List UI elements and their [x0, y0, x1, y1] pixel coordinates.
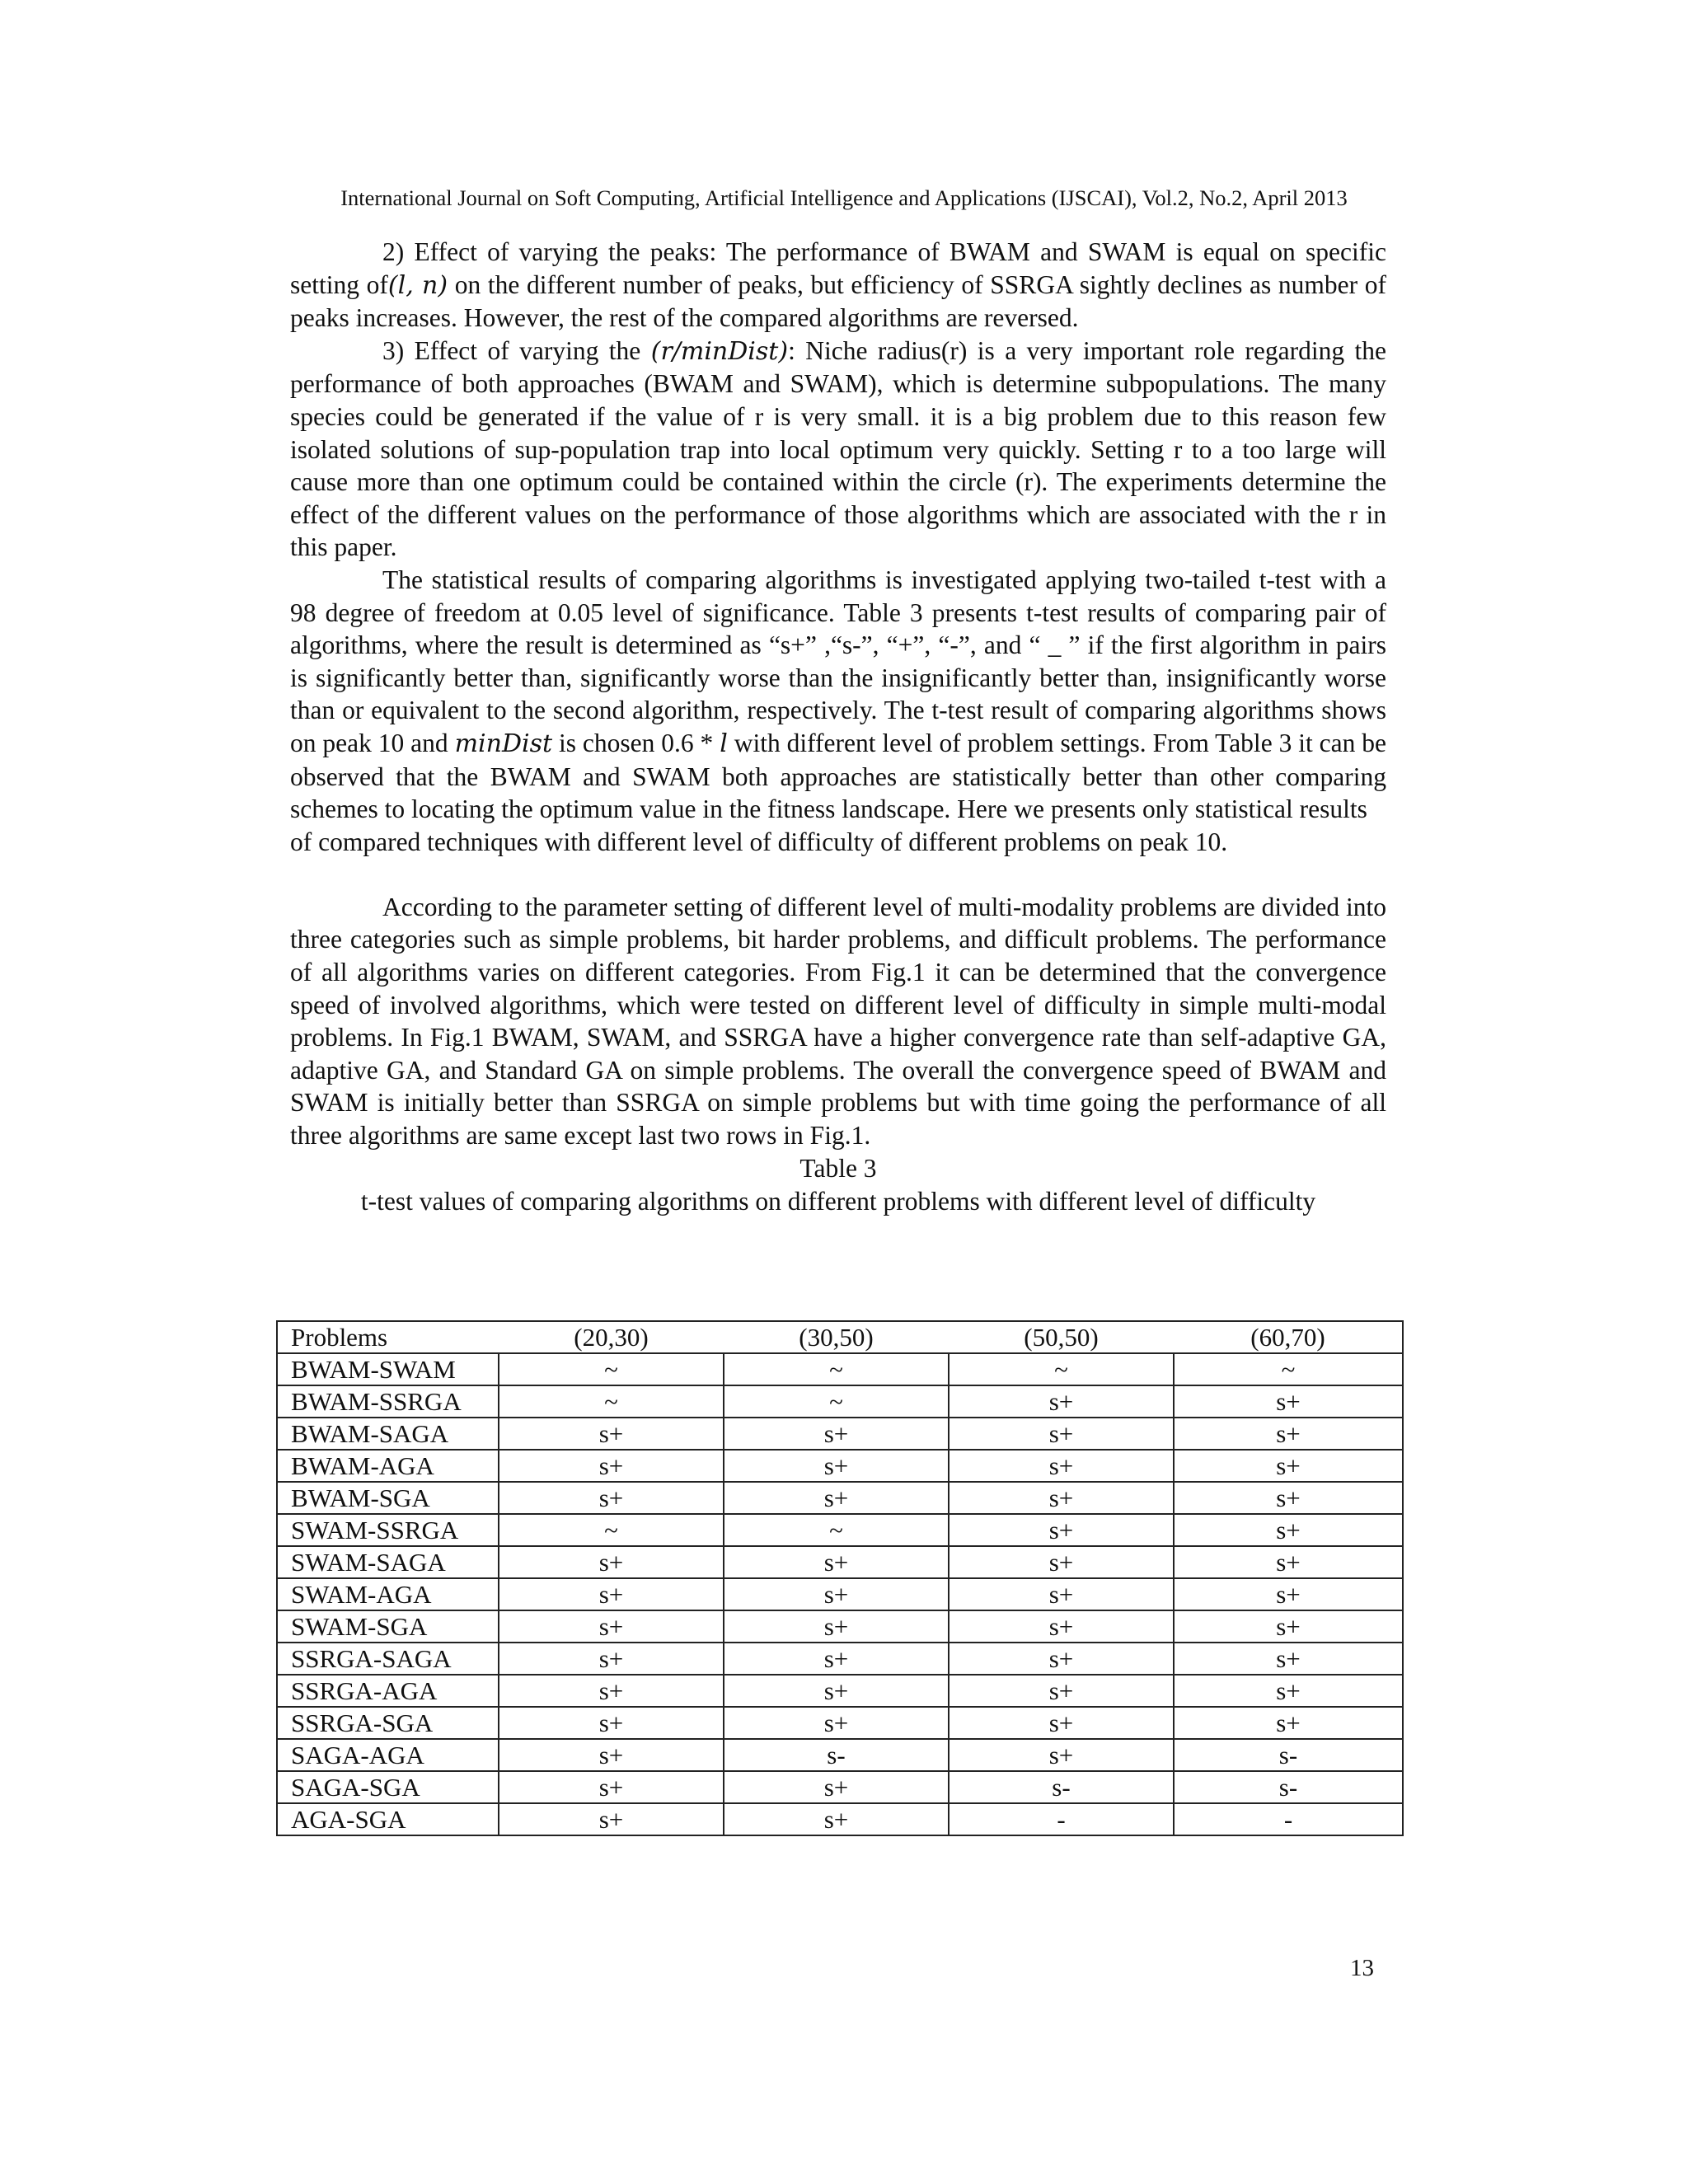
row-label: SSRGA-SGA: [277, 1707, 499, 1739]
table-cell: s+: [724, 1707, 949, 1739]
table-cell: s+: [949, 1675, 1174, 1707]
table-cell: s+: [724, 1578, 949, 1610]
row-label: BWAM-SGA: [277, 1482, 499, 1514]
table-cell: s+: [1174, 1418, 1403, 1450]
table-cell: s+: [949, 1482, 1174, 1514]
page-number: 13: [1350, 1955, 1374, 1981]
table-cell: s+: [724, 1771, 949, 1803]
table-cell: ~: [499, 1353, 724, 1385]
table-cell: ~: [724, 1514, 949, 1546]
row-label: SWAM-SGA: [277, 1610, 499, 1643]
text-run: with different level of problem settings. From Table 3 it can be observed that the BWAM and SWAM both approaches are statistically better than other comparing schemes to locating the optimum value in the fitness landscape. Here we presents only statistical results: [290, 728, 1386, 824]
table-cell: s+: [724, 1482, 949, 1514]
table-cell: s+: [499, 1546, 724, 1578]
text-run: on the different number of peaks, but efficiency of SSRGA sightly declines as number of peaks increases. However, the rest of the compared algorithms are reversed.: [290, 269, 1386, 333]
table-row: [277, 1418, 1403, 1450]
column-header: (20,30): [499, 1321, 724, 1353]
table-cell: ~: [949, 1353, 1174, 1385]
table-cell: -: [1174, 1803, 1403, 1835]
article-body: [290, 236, 1386, 1218]
ttest-table: [276, 1320, 1404, 1836]
table-cell: s+: [724, 1610, 949, 1643]
row-label: SWAM-SSRGA: [277, 1514, 499, 1546]
math-r-mindist: (r/minDist): [650, 336, 789, 366]
table-cell: s-: [949, 1771, 1174, 1803]
text-run: is chosen 0.6 *: [552, 728, 720, 757]
table-row: [277, 1707, 1403, 1739]
table-cell: s+: [949, 1546, 1174, 1578]
table-cell: s+: [949, 1418, 1174, 1450]
table-cell: s+: [1174, 1546, 1403, 1578]
table-cell: s+: [499, 1643, 724, 1675]
table-cell: s+: [949, 1450, 1174, 1482]
table-cell: ~: [499, 1514, 724, 1546]
table-row: [277, 1514, 1403, 1546]
table-cell: s+: [1174, 1643, 1403, 1675]
table-row: [277, 1482, 1403, 1514]
paragraph-statistical-results: [290, 564, 1386, 826]
table-cell: s+: [499, 1450, 724, 1482]
table-cell: s+: [949, 1610, 1174, 1643]
paragraph-categories: According to the parameter setting of different level of multi-modality problems are divided into three categories such as simple problems, bit harder problems, and difficult problems. The performance of all algorithms varies on different categories. From Fig.1 it can be determined that the convergence speed of involved algorithms, which were tested on different level of difficulty in simple multi-modal problems. In Fig.1 BWAM, SWAM, and SSRGA have a higher convergence rate than self-adaptive GA, adaptive GA, and Standard GA on simple problems. The overall the convergence speed of BWAM and SWAM is initially better than SSRGA on simple problems but with time going the performance of all three algorithms are same except last two rows in Fig.1.: [290, 892, 1386, 1151]
row-label: SWAM-AGA: [277, 1578, 499, 1610]
table-cell: ~: [724, 1385, 949, 1418]
row-label: SSRGA-AGA: [277, 1675, 499, 1707]
table-cell: s+: [949, 1578, 1174, 1610]
table-cell: ~: [499, 1385, 724, 1418]
table-row: [277, 1675, 1403, 1707]
table-cell: s+: [499, 1578, 724, 1610]
table-cell: s+: [499, 1771, 724, 1803]
table-cell: s+: [499, 1610, 724, 1643]
table-cell: s+: [1174, 1578, 1403, 1610]
table-cell: s+: [724, 1546, 949, 1578]
table-cell: s+: [499, 1707, 724, 1739]
table-cell: ~: [1174, 1353, 1403, 1385]
row-label: BWAM-SWAM: [277, 1353, 499, 1385]
table-cell: s+: [1174, 1450, 1403, 1482]
table-cell: s+: [499, 1482, 724, 1514]
table-label: Table 3: [799, 1153, 877, 1183]
table-cell: s+: [724, 1803, 949, 1835]
table-cell: s+: [1174, 1675, 1403, 1707]
column-header: (60,70): [1174, 1321, 1403, 1353]
table-cell: s+: [724, 1643, 949, 1675]
table-cell: s+: [949, 1707, 1174, 1739]
table-cell: s+: [949, 1739, 1174, 1771]
table-cell: s+: [499, 1803, 724, 1835]
table-row: [277, 1578, 1403, 1610]
paragraph-effect-radius: [290, 335, 1386, 564]
table-cell: s-: [1174, 1739, 1403, 1771]
table-cell: s+: [1174, 1610, 1403, 1643]
table-cell: s+: [949, 1514, 1174, 1546]
table-cell: s+: [1174, 1385, 1403, 1418]
column-header-problems: Problems: [277, 1321, 499, 1353]
table-cell: -: [949, 1803, 1174, 1835]
table-row: [277, 1803, 1403, 1835]
text-run: : Niche radius(r) is a very important role regarding the performance of both approaches (BWAM and SWAM), which is determine subpopulations. The many species could be generated if the value of r is very small. it is a big problem due to this reason few isolated solutions of sup-population trap into local optimum very quickly. Setting r to a too large will cause more than one optimum could be contained within the circle (r). The experiments determine the effect of the different values on the performance of those algorithms which are associated with the r in this paper.: [290, 335, 1386, 562]
column-header: (50,50): [949, 1321, 1174, 1353]
math-mindist: minDist: [454, 729, 553, 758]
table-row: [277, 1643, 1403, 1675]
text-run: The statistical results of comparing algorithms is investigated applying two-tailed t-test with a 98 degree of freedom at 0.05 level of significance. Table 3 presents t-test results of comparing pair of algorithms, where the result is determined as “s+” ,“s-”, “+”, “-”, and “ _ ” if the first algorithm in pairs is significantly better than, significantly worse than the insignificantly better than, insignificantly worse than or equivalent to the second algorithm, respectively. The t-test result of comparing algorithms shows on peak 10 and: [290, 565, 1386, 757]
column-header: (30,50): [724, 1321, 949, 1353]
table-cell: s+: [724, 1450, 949, 1482]
paragraph-gap: [290, 858, 1386, 891]
text-run: 3) Effect of varying the: [382, 335, 651, 365]
table-cell: s-: [724, 1739, 949, 1771]
table-row: [277, 1353, 1403, 1385]
table-cell: s-: [1174, 1771, 1403, 1803]
row-label: AGA-SGA: [277, 1803, 499, 1835]
table-header-row: [277, 1321, 1403, 1353]
table-cell: s+: [724, 1675, 949, 1707]
table-cell: s+: [949, 1385, 1174, 1418]
table-cell: s+: [499, 1675, 724, 1707]
table-caption: t-test values of comparing algorithms on different problems with different level of difficulty: [360, 1186, 1316, 1216]
row-label: BWAM-AGA: [277, 1450, 499, 1482]
table-cell: s+: [724, 1418, 949, 1450]
table-row: [277, 1771, 1403, 1803]
row-label: BWAM-SAGA: [277, 1418, 499, 1450]
table-cell: ~: [724, 1353, 949, 1385]
paragraph-statistical-results-end: of compared techniques with different level of difficulty of different problems on peak 10.: [290, 827, 1228, 856]
table-cell: s+: [499, 1739, 724, 1771]
table-cell: s+: [499, 1418, 724, 1450]
table-cell: s+: [1174, 1482, 1403, 1514]
table-row: [277, 1385, 1403, 1418]
row-label: SAGA-AGA: [277, 1739, 499, 1771]
row-label: SSRGA-SAGA: [277, 1643, 499, 1675]
row-label: SWAM-SAGA: [277, 1546, 499, 1578]
table-cell: s+: [1174, 1514, 1403, 1546]
table-row: [277, 1739, 1403, 1771]
table-cell: s+: [1174, 1707, 1403, 1739]
text-run: 2) Effect of varying the peaks: The performance of BWAM and SWAM is equal on specific setting of: [290, 237, 1386, 299]
paragraph-effect-peaks: [290, 236, 1386, 335]
table-row: [277, 1610, 1403, 1643]
table-caption-row: [290, 1185, 1386, 1218]
ttest-table-body: [277, 1321, 1403, 1835]
math-l-n: (l, n): [387, 270, 448, 300]
table-row: [277, 1450, 1403, 1482]
row-label: BWAM-SSRGA: [277, 1385, 499, 1418]
table-cell: s+: [949, 1643, 1174, 1675]
table-row: [277, 1546, 1403, 1578]
journal-header: International Journal on Soft Computing, Artificial Intelligence and Applications (IJSCAI), Vol.2, No.2, April 2013: [340, 185, 1348, 210]
math-l: l: [720, 729, 728, 758]
row-label: SAGA-SGA: [277, 1771, 499, 1803]
